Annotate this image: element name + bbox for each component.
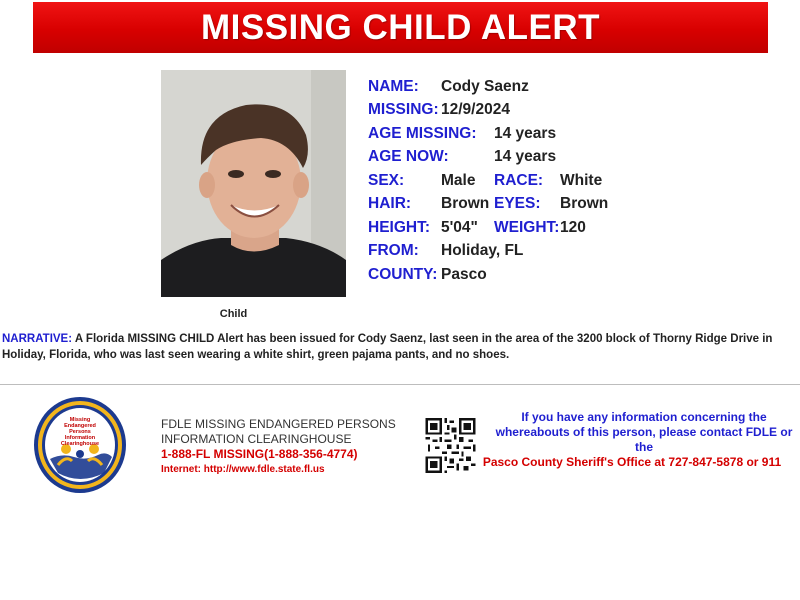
alert-banner <box>33 2 768 53</box>
child-photo <box>161 70 346 297</box>
contact-line1: If you have any information concerning the <box>521 410 767 424</box>
missing-label: MISSING: <box>368 101 439 118</box>
fdle-info <box>161 417 396 477</box>
sex-value: Male <box>441 172 476 189</box>
name-label: NAME: <box>368 78 419 95</box>
svg-text:Clearinghouse: Clearinghouse <box>60 441 100 447</box>
height-label: HEIGHT: <box>368 219 430 236</box>
svg-text:Information: Information <box>64 435 96 441</box>
family-florida-logo-icon <box>32 395 128 495</box>
svg-text:Persons: Persons <box>69 429 91 435</box>
age-now-value: 14 years <box>494 148 557 165</box>
from-label: FROM: <box>368 242 419 259</box>
contact-line2: whereabouts of this person, please contact FDLE or <box>495 425 793 439</box>
photo-caption: Child <box>219 308 248 320</box>
hair-label: HAIR: <box>368 195 412 212</box>
race-label: RACE: <box>494 172 544 189</box>
fdle-phone: 1-888-FL MISSING(1-888-356-4774) <box>161 447 358 461</box>
height-value: 5'04" <box>441 219 478 236</box>
eyes-value: Brown <box>560 195 609 212</box>
fdle-logo <box>32 395 128 495</box>
contact-line3: the <box>635 440 653 454</box>
svg-text:Missing: Missing <box>69 417 91 423</box>
fdle-line1: FDLE MISSING ENDANGERED PERSONS <box>161 417 396 431</box>
weight-value: 120 <box>560 219 586 236</box>
fdle-internet: Internet: http://www.fdle.state.fl.us <box>161 464 325 475</box>
svg-text:Endangered: Endangered <box>64 423 96 429</box>
fdle-line2: INFORMATION CLEARINGHOUSE <box>161 432 352 446</box>
name-value: Cody Saenz <box>441 78 529 95</box>
county-value: Pasco <box>441 266 487 283</box>
contact-info <box>484 410 800 470</box>
hair-value: Brown <box>441 195 490 212</box>
narrative-text: A Florida MISSING CHILD Alert has been issued for Cody Saenz, last seen in the area of the 3200 block of Thorny Ridge Drive in Holiday, Florida, who was last seen wearing a white shirt, green pajama pants, and no shoes. <box>2 333 773 361</box>
race-value: White <box>560 172 603 189</box>
county-label: COUNTY: <box>368 266 438 283</box>
from-value: Holiday, FL <box>441 242 524 259</box>
narrative <box>2 331 792 363</box>
page-title: MISSING CHILD ALERT <box>200 7 601 47</box>
missing-value: 12/9/2024 <box>441 101 510 118</box>
sex-label: SEX: <box>368 172 405 189</box>
age-missing-value: 14 years <box>494 125 557 142</box>
weight-label: WEIGHT: <box>494 219 560 236</box>
age-now-label: AGE NOW: <box>368 148 449 165</box>
contact-line4: Pasco County Sheriff's Office at 727-847-5878 or 911 <box>482 455 782 469</box>
narrative-label: NARRATIVE: <box>2 333 73 345</box>
eyes-label: EYES: <box>494 195 541 212</box>
divider <box>0 384 800 385</box>
age-missing-label: AGE MISSING: <box>368 125 477 142</box>
